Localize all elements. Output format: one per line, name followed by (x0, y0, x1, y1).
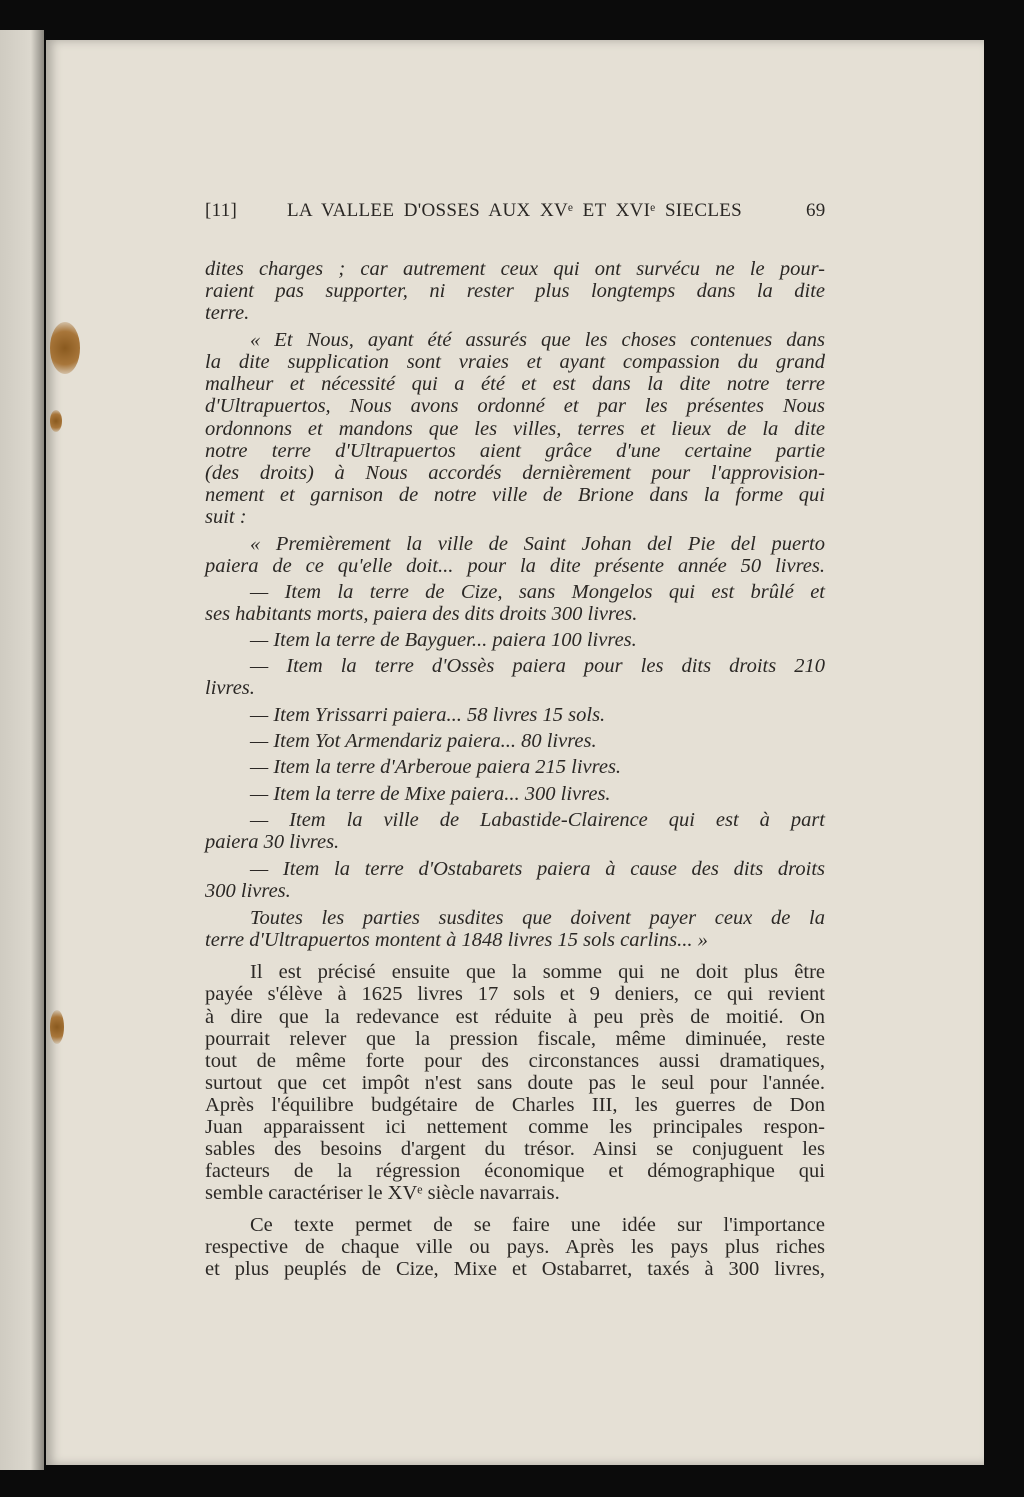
text-line: surtout que cet impôt n'est sans doute pas le seul pour l'année. (205, 1072, 825, 1094)
stain (50, 1010, 64, 1044)
text-line: livres. (205, 677, 255, 699)
text-line: — Item la terre de Mixe paiera... 300 livres. (250, 783, 611, 805)
text-line: d'Ultrapuertos, Nous avons ordonné et par les présentes Nous (205, 395, 825, 417)
text-line: et plus peuplés de Cize, Mixe et Ostabarret, taxés à 300 livres, (205, 1258, 825, 1280)
text-line: tout de même forte pour des circonstances aussi dramatiques, (205, 1050, 825, 1072)
text-line: Il est précisé ensuite que la somme qui ne doit plus être (250, 961, 825, 983)
text-line: — Item la terre d'Ossès paiera pour les dits droits 210 (250, 655, 825, 677)
text-line: la dite supplication sont vraies et ayant compassion du grand (205, 351, 825, 373)
text-line: terre d'Ultrapuertos montent à 1848 livres 15 sols carlins... » (205, 929, 708, 951)
running-title: LA VALLEE D'OSSES AUX XVᵉ ET XVIᵉ SIECLES (287, 200, 742, 221)
previous-page-edge (0, 30, 44, 1470)
text-line: — Item la terre d'Arberoue paiera 215 livres. (250, 756, 622, 778)
text-line: « Premièrement la ville de Saint Johan del Pie del puerto (250, 533, 825, 555)
text-line: 300 livres. (205, 880, 291, 902)
text-line: — Item la terre de Cize, sans Mongelos qui est brûlé et (250, 581, 825, 603)
text-line: semble caractériser le XVᵉ siècle navarrais. (205, 1182, 560, 1204)
text-line: paiera de ce qu'elle doit... pour la dite présente année 50 livres. (205, 555, 825, 577)
stain (50, 410, 62, 432)
text-line: malheur et nécessité qui a été et est dans la dite notre terre (205, 373, 825, 395)
text-line: Toutes les parties susdites que doivent payer ceux de la (250, 907, 825, 929)
text-line: pourrait relever que la pression fiscale, même diminuée, reste (205, 1028, 825, 1050)
section-number: [11] (205, 200, 238, 221)
text-line: « Et Nous, ayant été assurés que les choses contenues dans (250, 329, 825, 351)
text-line: Ce texte permet de se faire une idée sur l'importance (250, 1214, 825, 1236)
text-line: notre terre d'Ultrapuertos aient grâce d'une certaine partie (205, 440, 825, 462)
text-line: — Item Yrissarri paiera... 58 livres 15 sols. (250, 704, 606, 726)
page-number: 69 (806, 200, 826, 221)
text-line: Juan apparaissent ici nettement comme les principales respon- (205, 1116, 825, 1138)
text-line: nement et garnison de notre ville de Brione dans la forme qui (205, 484, 825, 506)
text-line: — Item la ville de Labastide-Clairence qui est à part (250, 809, 825, 831)
text-line: paiera 30 livres. (205, 831, 340, 853)
text-line: sables des besoins d'argent du trésor. Ainsi se conjuguent les (205, 1138, 825, 1160)
text-line: terre. (205, 302, 250, 324)
text-line: à dire que la redevance est réduite à peu près de moitié. On (205, 1006, 825, 1028)
text-line: raient pas supporter, ni rester plus longtemps dans la dite (205, 280, 825, 302)
text-line: ses habitants morts, paiera des dits droits 300 livres. (205, 603, 638, 625)
text-line: ordonnons et mandons que les villes, terres et lieux de la dite (205, 418, 825, 440)
text-line: facteurs de la régression économique et démographique qui (205, 1160, 825, 1182)
text-line: — Item la terre de Bayguer... paiera 100 livres. (250, 629, 637, 651)
text-line: Après l'équilibre budgétaire de Charles III, les guerres de Don (205, 1094, 825, 1116)
text-line: dites charges ; car autrement ceux qui ont survécu ne le pour- (205, 258, 825, 280)
text-line: respective de chaque ville ou pays. Après les pays plus riches (205, 1236, 825, 1258)
text-line: — Item Yot Armendariz paiera... 80 livres. (250, 730, 597, 752)
stain (50, 322, 80, 374)
text-line: (des droits) à Nous accordés dernièrement pour l'approvision- (205, 462, 825, 484)
text-line: payée s'élève à 1625 livres 17 sols et 9 deniers, ce qui revient (205, 983, 825, 1005)
text-line: — Item la terre d'Ostabarets paiera à cause des dits droits (250, 858, 825, 880)
text-line: suit : (205, 506, 247, 528)
